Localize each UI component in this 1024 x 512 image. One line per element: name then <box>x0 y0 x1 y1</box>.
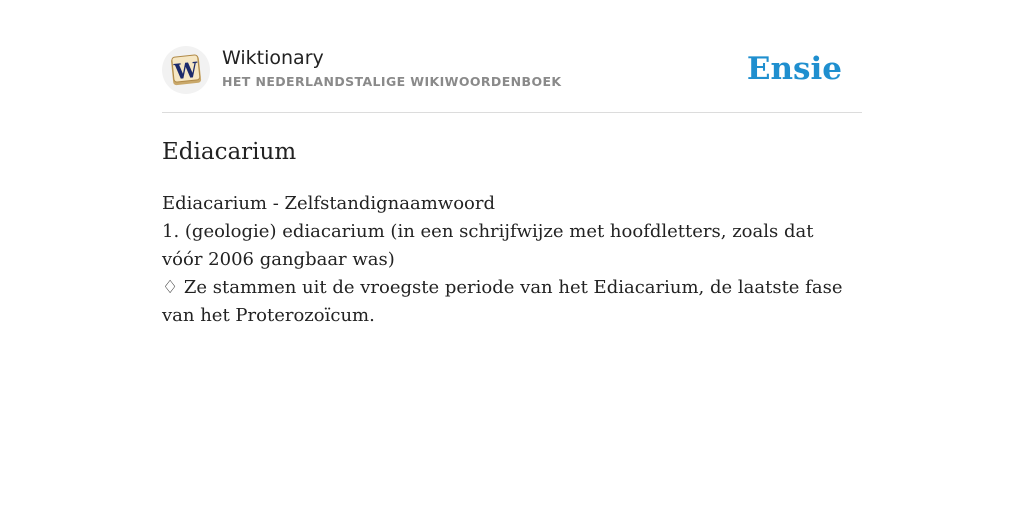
example-sentence: ♢ Ze stammen uit de vroegste periode van het Ediacarium, de laatste fase van het Proterozoïcum. <box>162 277 843 326</box>
page-container <box>162 0 862 326</box>
entry-content <box>162 190 852 330</box>
header <box>162 0 862 113</box>
logo-letter: W <box>173 56 200 85</box>
wiktionary-logo-icon[interactable] <box>162 46 210 94</box>
page-title: Ediacarium <box>162 139 297 165</box>
word-class-line: Ediacarium - Zelfstandignaamwoord <box>162 193 496 214</box>
definition: 1. (geologie) ediacarium (in een schrijfwijze met hoofdletters, zoals dat vóór 2006 gangbaar was) <box>162 221 814 270</box>
ensie-brand-link[interactable]: Ensie <box>746 51 842 87</box>
site-title[interactable]: Wiktionary <box>222 47 324 69</box>
site-subtitle: HET NEDERLANDSTALIGE WIKIWOORDENBOEK <box>222 74 562 89</box>
logo-tile <box>168 52 204 88</box>
